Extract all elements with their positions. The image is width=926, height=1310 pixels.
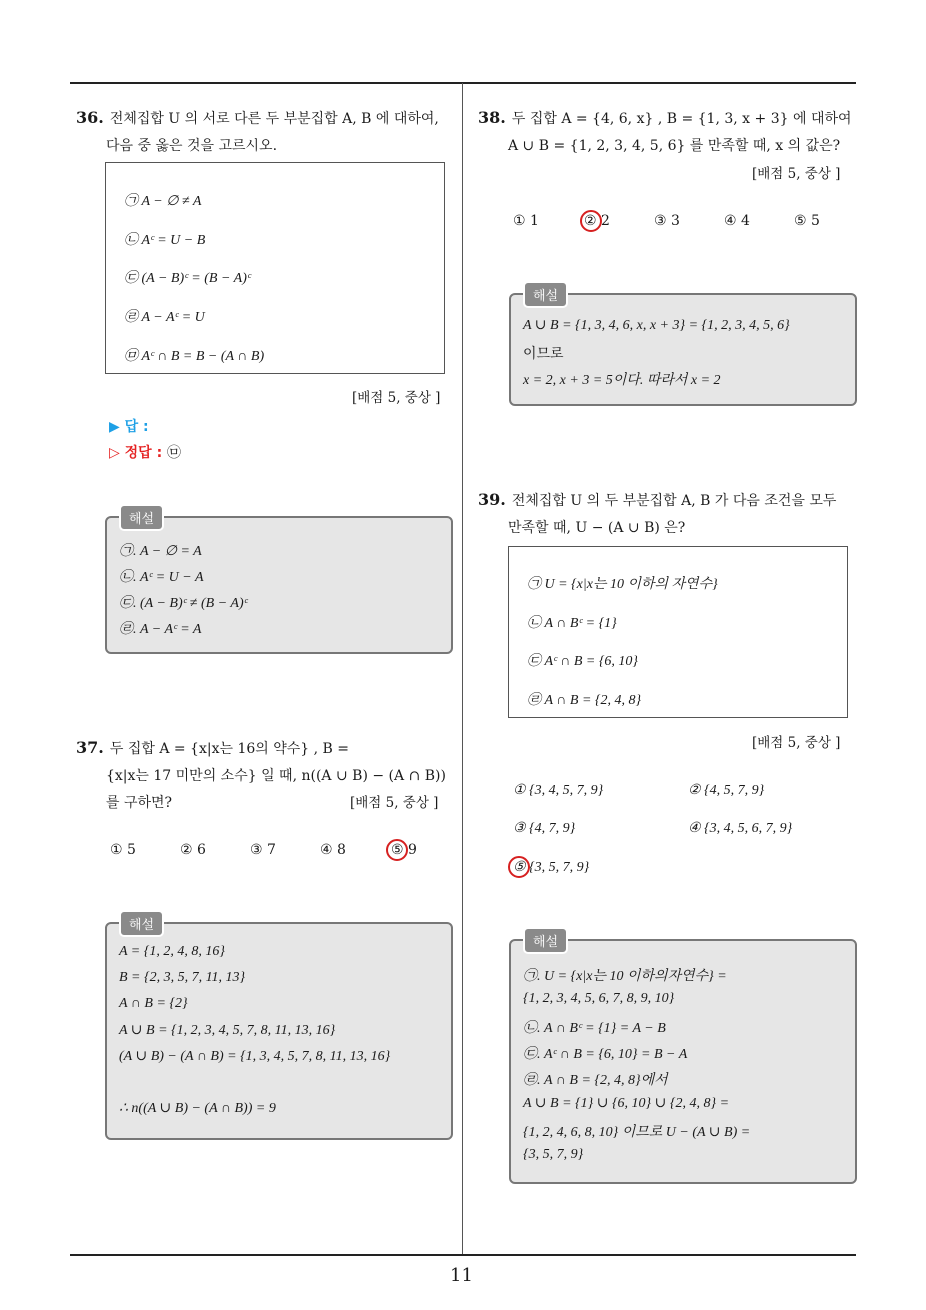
question-number: 37.	[76, 738, 104, 757]
solution-line-3: A ∩ B = {2}	[119, 996, 188, 1011]
condition-4: ㉣ A ∩ B = {2, 4, 8}	[527, 693, 642, 708]
selected-answer-mark	[386, 839, 408, 861]
conditions-box-36	[105, 162, 445, 374]
solution-box-37	[105, 918, 453, 1140]
solution-line-2: B = {2, 3, 5, 7, 11, 13}	[119, 970, 246, 985]
selected-answer-mark	[580, 210, 602, 232]
solution-tag: 해설	[119, 504, 164, 531]
choice-5[interactable]: ⑤ 5	[794, 213, 820, 229]
score-38: [배점 5, 중상 ]	[752, 166, 841, 182]
question-text-line1: 두 집합 A = {4, 6, x} , B = {1, 3, x + 3} 에 대하여	[511, 111, 852, 127]
solution-line-5: ㉣. A ∩ B = {2, 4, 8}에서	[523, 1073, 668, 1088]
question-number: 39.	[478, 490, 506, 509]
answer-label-36: ▶ 답 :	[109, 419, 149, 435]
solution-line-4: A ∪ B = {1, 2, 3, 4, 5, 7, 8, 11, 13, 16}	[119, 1023, 336, 1038]
correct-answer-36	[109, 442, 181, 462]
correct-label: ▷ 정답 :	[109, 445, 168, 461]
question-text-line2: A ∪ B = {1, 2, 3, 4, 5, 6} 를 만족할 때, x 의 값은?	[508, 138, 841, 154]
solution-line-7: {1, 2, 4, 6, 8, 10} 이므로 U − (A ∪ B) =	[523, 1125, 751, 1140]
solution-line-5: (A ∪ B) − (A ∩ B) = {1, 3, 4, 5, 7, 8, 11, 13, 16}	[119, 1049, 391, 1064]
question-text-line1: 전체집합 U 의 두 부분집합 A, B 가 다음 조건을 모두	[511, 493, 837, 509]
question-number: 38.	[478, 108, 506, 127]
solution-tag: 해설	[523, 927, 568, 954]
solution-line-2: 이므로	[523, 346, 564, 362]
question-39	[478, 486, 858, 542]
choice-3[interactable]: ③ 3	[654, 213, 680, 229]
solution-tag: 해설	[523, 281, 568, 308]
condition-4: ㉣ A − Aᶜ = U	[124, 310, 205, 325]
conditions-box-39	[508, 546, 848, 718]
choice-5[interactable]: ⑤ {3, 5, 7, 9}	[513, 860, 590, 875]
choice-3[interactable]: ③ 7	[250, 842, 276, 858]
solution-line-4: ㉣. A − Aᶜ = A	[119, 622, 202, 637]
solution-line-3: x = 2, x + 3 = 5이다. 따라서 x = 2	[523, 373, 721, 388]
question-text-line2: 만족할 때, U − (A ∪ B) 은?	[508, 520, 686, 536]
solution-line-2: ㉡. Aᶜ = U − A	[119, 570, 204, 585]
solution-line-3: ㉡. A ∩ Bᶜ = {1} = A − B	[523, 1021, 666, 1036]
question-text-line2: 다음 중 옳은 것을 고르시오.	[106, 138, 278, 154]
question-text-line1: 전체집합 U 의 서로 다른 두 부분집합 A, B 에 대하여,	[109, 111, 439, 127]
bottom-rule	[70, 1254, 856, 1256]
solution-line-6: A ∪ B = {1} ∪ {6, 10} ∪ {2, 4, 8} =	[523, 1096, 730, 1111]
question-text-line3: 를 구하면?	[106, 795, 173, 811]
score-36: [배점 5, 중상 ]	[352, 390, 441, 406]
condition-5: ㉤ Aᶜ ∩ B = B − (A ∩ B)	[124, 349, 265, 364]
choice-1[interactable]: ① 5	[110, 842, 136, 858]
choice-5[interactable]: ⑤ 9	[391, 842, 417, 858]
question-38	[478, 104, 858, 160]
solution-box-39	[509, 935, 857, 1184]
score-39: [배점 5, 중상 ]	[752, 735, 841, 751]
solution-line-1: ㉠. U = {x|x는 10 이하의자연수} =	[523, 969, 727, 984]
choice-1[interactable]: ① 1	[513, 213, 539, 229]
choice-2[interactable]: ② {4, 5, 7, 9}	[688, 783, 765, 798]
condition-3: ㉢ Aᶜ ∩ B = {6, 10}	[527, 654, 639, 669]
solution-line-7: ∴ n((A ∪ B) − (A ∩ B)) = 9	[119, 1101, 276, 1116]
condition-2: ㉡ A ∩ Bᶜ = {1}	[527, 616, 617, 631]
solution-line-1: A ∪ B = {1, 3, 4, 6, x, x + 3} = {1, 2, 3, 4, 5, 6}	[523, 318, 790, 333]
question-text-line1: 두 집합 A = {x|x는 16의 약수} , B =	[109, 741, 350, 757]
condition-3: ㉢ (A − B)ᶜ = (B − A)ᶜ	[124, 271, 251, 286]
choice-2[interactable]: ② 2	[584, 213, 610, 229]
top-rule	[70, 82, 856, 84]
column-divider	[462, 83, 463, 1255]
choice-4[interactable]: ④ 8	[320, 842, 346, 858]
choice-1[interactable]: ① {3, 4, 5, 7, 9}	[513, 783, 604, 798]
question-number: 36.	[76, 108, 104, 127]
choice-2[interactable]: ② 6	[180, 842, 206, 858]
solution-box-36	[105, 512, 453, 654]
question-text-line2: {x|x는 17 미만의 소수} 일 때, n((A ∪ B) − (A ∩ B))	[106, 768, 446, 784]
solution-box-38	[509, 289, 857, 406]
solution-line-1: ㉠. A − ∅ = A	[119, 544, 202, 559]
solution-line-4: ㉢. Aᶜ ∩ B = {6, 10} = B − A	[523, 1047, 688, 1062]
condition-1: ㉠ U = {x|x는 10 이하의 자연수}	[527, 577, 718, 592]
solution-line-3: ㉢. (A − B)ᶜ ≠ (B − A)ᶜ	[119, 596, 248, 611]
question-36	[76, 104, 456, 160]
condition-1: ㉠ A − ∅ ≠ A	[124, 194, 202, 209]
choice-4[interactable]: ④ 4	[724, 213, 750, 229]
solution-line-2: {1, 2, 3, 4, 5, 6, 7, 8, 9, 10}	[523, 991, 675, 1006]
choice-3[interactable]: ③ {4, 7, 9}	[513, 821, 576, 836]
solution-line-1: A = {1, 2, 4, 8, 16}	[119, 944, 225, 959]
score-37: [배점 5, 중상 ]	[350, 795, 439, 811]
correct-value: ㉤	[167, 445, 182, 461]
condition-2: ㉡ Aᶜ = U − B	[124, 233, 206, 248]
page-number: 11	[450, 1265, 473, 1286]
selected-answer-mark	[508, 856, 530, 878]
choice-4[interactable]: ④ {3, 4, 5, 6, 7, 9}	[688, 821, 793, 836]
solution-line-8: {3, 5, 7, 9}	[523, 1147, 584, 1162]
solution-tag: 해설	[119, 910, 164, 937]
